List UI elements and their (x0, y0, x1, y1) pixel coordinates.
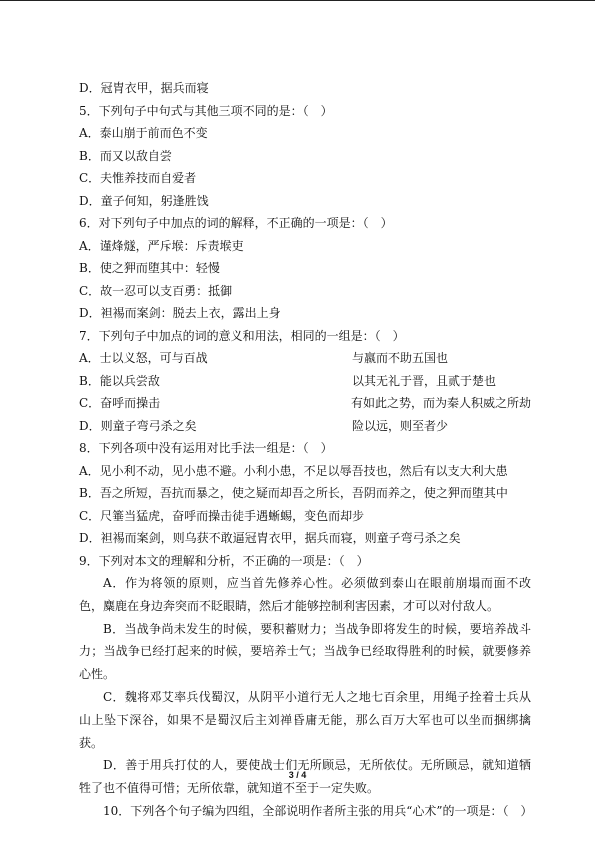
option-paragraph: A．作为将领的原则，应当首先修养心性。必须做到泰山在眼前崩塌而面不改色，麋鹿在身边奔突而不眨眼睛，然后才能够控制利害因素，才可以对付敌人。 (79, 576, 531, 613)
question-7: 7．下列句子中加点的词的意义和用法，相同的一组是：（ ） (79, 328, 405, 343)
paired-option-left: A．士以义怒，可与百战 (79, 351, 208, 365)
option-line: C．夫惟养技而自爱者 (79, 171, 197, 185)
option-line: A．谨烽燧，严斥堠：斥责堠吏 (79, 238, 244, 253)
option-line: A．见小利不动，见小患不避。小利小患，不足以辱吾技也，然后有以支大利大患 (79, 463, 508, 478)
page-number: 3 / 4 (288, 770, 307, 780)
option-line: C．尺箠当猛虎，奋呼而操击徒手遇蜥蜴，变色而却步 (79, 508, 365, 523)
paired-option-right: 有如此之势，而为秦人积威之所劫 (350, 396, 531, 410)
question-10: 10．下列各个句子编为四组，全部说明作者所主张的用兵“心术”的一项是：（ ） (103, 803, 533, 818)
paired-option-row (79, 415, 531, 438)
paired-option-left: B．能以兵尝敌 (79, 373, 160, 388)
option-paragraph: B．当战争尚未发生的时候，要积蓄财力；当战争即将发生的时候，要培养战斗力；当战争已经打起来的时候，要培养士气；当战争已经取得胜利的时候，就要修养心性。 (79, 621, 531, 682)
paired-option-row (79, 370, 531, 393)
paired-option-right: 与嬴而不助五国也 (352, 351, 449, 365)
page-content (79, 77, 531, 823)
top-rule (0, 0, 595, 1)
paired-option-right: 险以远，则至者少 (352, 418, 449, 433)
question-6: 6．对下列句子中加点的词的解释，不正确的一项是：（ ） (79, 216, 393, 230)
option-line: D．袒裼而案剑，则乌获不敢逼冠胄衣甲，据兵而寝，则童子弯弓杀之矣 (79, 531, 461, 545)
question-8: 8．下列各项中没有运用对比手法一组是：（ ） (79, 441, 333, 455)
paired-option-left: C．奋呼而操击 (79, 396, 161, 410)
option-line: D．冠胄衣甲，据兵而寝 (79, 81, 209, 95)
option-line: D．童子何知，躬逢胜饯 (79, 193, 209, 208)
option-paragraph: D．善于用兵打仗的人，要使战士们无所顾忌，无所依仗。无所顾忌，就知道牺牲了也不值得可惜；无所依靠，就知道不至于一定失败。 (79, 758, 531, 796)
option-line: B．而又以敌自尝 (79, 148, 172, 163)
paired-option-row (79, 392, 531, 415)
paired-option-left: D．则童子弯弓杀之矣 (79, 418, 197, 433)
option-line: C．故一忍可以支百勇：抵御 (79, 283, 233, 298)
paired-option-row (79, 347, 531, 370)
option-line: B．吾之所短，吾抗而暴之，使之疑而却吾之所长，吾阴而养之，使之狎而堕其中 (79, 486, 508, 500)
option-line: D．袒裼而案剑：脱去上衣，露出上身 (79, 306, 281, 320)
option-line: A．泰山崩于前而色不变 (79, 126, 208, 140)
question-9: 9．下列对本文的理解和分析，不正确的一项是：（ ） (79, 553, 369, 568)
question-5: 5．下列句子中句式与其他三项不同的是：（ ） (79, 103, 333, 118)
option-line: B．使之狎而堕其中：轻慢 (79, 261, 220, 275)
paired-option-right: 以其无礼于晋，且贰于楚也 (352, 373, 497, 388)
option-paragraph: C．魏将邓艾率兵伐蜀汉，从阴平小道行无人之地七百余里，用绳子拴着士兵从山上坠下深谷，如果不是蜀汉后主刘禅昏庸无能，那么百万大军也可以坐而捆绑擒获。 (79, 689, 531, 750)
